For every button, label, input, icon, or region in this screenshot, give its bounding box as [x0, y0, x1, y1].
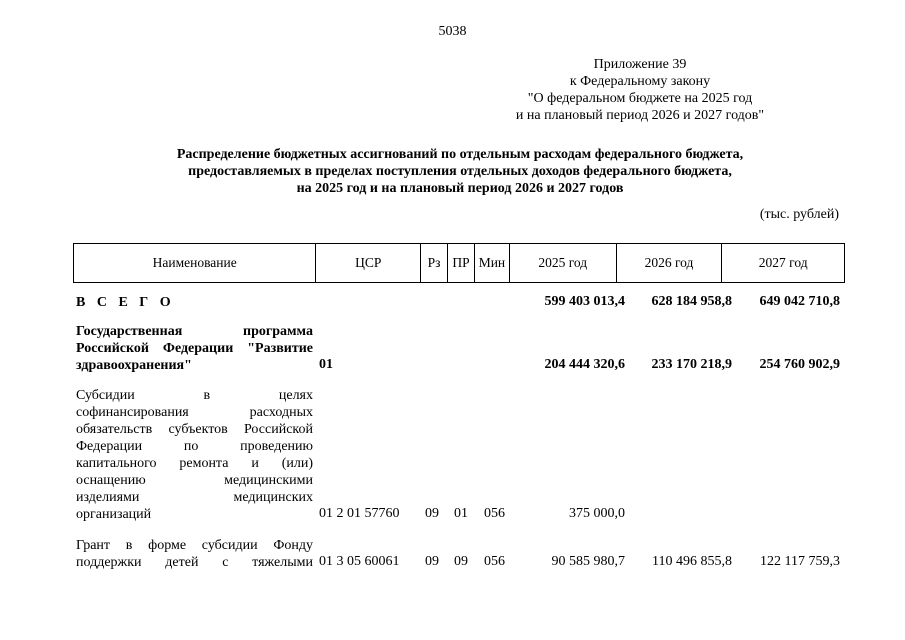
cell-2025: 90 585 980,7: [551, 554, 625, 569]
row-name-line: Субсидии в целях: [76, 388, 313, 403]
title-line: Распределение бюджетных ассигнований по отдельным расходам федерального бюджета,: [176, 147, 744, 162]
cell-2025: 204 444 320,6: [544, 357, 625, 372]
cell-pr: 01: [454, 506, 468, 521]
header-min: Мин: [475, 244, 510, 282]
units-label: (тыс. рублей): [759, 207, 839, 222]
appendix-line: Приложение 39: [593, 57, 687, 72]
row-name-line: здравоохранения": [76, 358, 192, 373]
row-name: [76, 323, 313, 374]
row-name-line: Российской Федерации "Развитие: [76, 341, 313, 356]
title-line: на 2025 год и на плановый период 2026 и 2027 годов: [296, 181, 624, 196]
cell-2027: 122 117 759,3: [760, 554, 840, 569]
row-name: [76, 387, 313, 523]
cell-rz: 09: [425, 506, 439, 521]
row-name: [76, 537, 313, 571]
appendix-line: "О федеральном бюджете на 2025 год: [527, 91, 753, 106]
cell-min: 056: [484, 554, 505, 569]
table-row: [73, 323, 845, 375]
table-row: [73, 537, 845, 573]
cell-pr: 09: [454, 554, 468, 569]
document-title: [100, 146, 820, 197]
row-name-line: обязательств субъектов Российской: [76, 422, 313, 437]
header-rz: Рз: [421, 244, 448, 282]
row-name-line: поддержки детей с тяжелыми: [76, 555, 313, 570]
cell-2026: 233 170 218,9: [651, 357, 732, 372]
header-2025: 2025 год: [510, 244, 617, 282]
row-name: [76, 294, 313, 311]
cell-2026: 628 184 958,8: [651, 294, 732, 309]
header-csr: ЦСР: [316, 244, 421, 282]
header-2026: 2026 год: [617, 244, 723, 282]
header-name: Наименование: [74, 244, 316, 282]
appendix-line: и на плановый период 2026 и 2027 годов": [515, 108, 765, 123]
cell-2027: 254 760 902,9: [759, 357, 840, 372]
appendix-line: к Федеральному закону: [569, 74, 711, 89]
cell-2025: 599 403 013,4: [544, 294, 625, 309]
title-line: предоставляемых в пределах поступления отдельных доходов федерального бюджета,: [188, 164, 732, 179]
header-pr: ПР: [448, 244, 475, 282]
page-number: 5038: [438, 24, 467, 39]
cell-csr: 01: [319, 357, 333, 372]
table-row: [73, 294, 845, 314]
row-name-line: организаций: [76, 507, 152, 522]
row-name-line: оснащению медицинскими: [76, 473, 313, 488]
row-name-line: Государственная программа: [76, 324, 313, 339]
cell-rz: 09: [425, 554, 439, 569]
row-name-line: Федерации по проведению: [76, 439, 313, 454]
table-row: [73, 387, 845, 527]
row-name-line: софинансирования расходных: [76, 405, 313, 420]
row-name-line: изделиями медицинских: [76, 490, 313, 505]
cell-2027: 649 042 710,8: [759, 294, 840, 309]
row-name-line: капитального ремонта и (или): [76, 456, 313, 471]
cell-csr: 01 3 05 60061: [319, 554, 400, 569]
cell-2025: 375 000,0: [569, 506, 625, 521]
table-header: [73, 243, 845, 283]
cell-min: 056: [484, 506, 505, 521]
row-name-line: Грант в форме субсидии Фонду: [76, 538, 313, 553]
row-name-line: В С Е Г О: [76, 295, 175, 310]
cell-csr: 01 2 01 57760: [319, 506, 400, 521]
cell-2026: 110 496 855,8: [652, 554, 732, 569]
appendix-note: [470, 56, 810, 124]
header-2027: 2027 год: [758, 255, 808, 270]
